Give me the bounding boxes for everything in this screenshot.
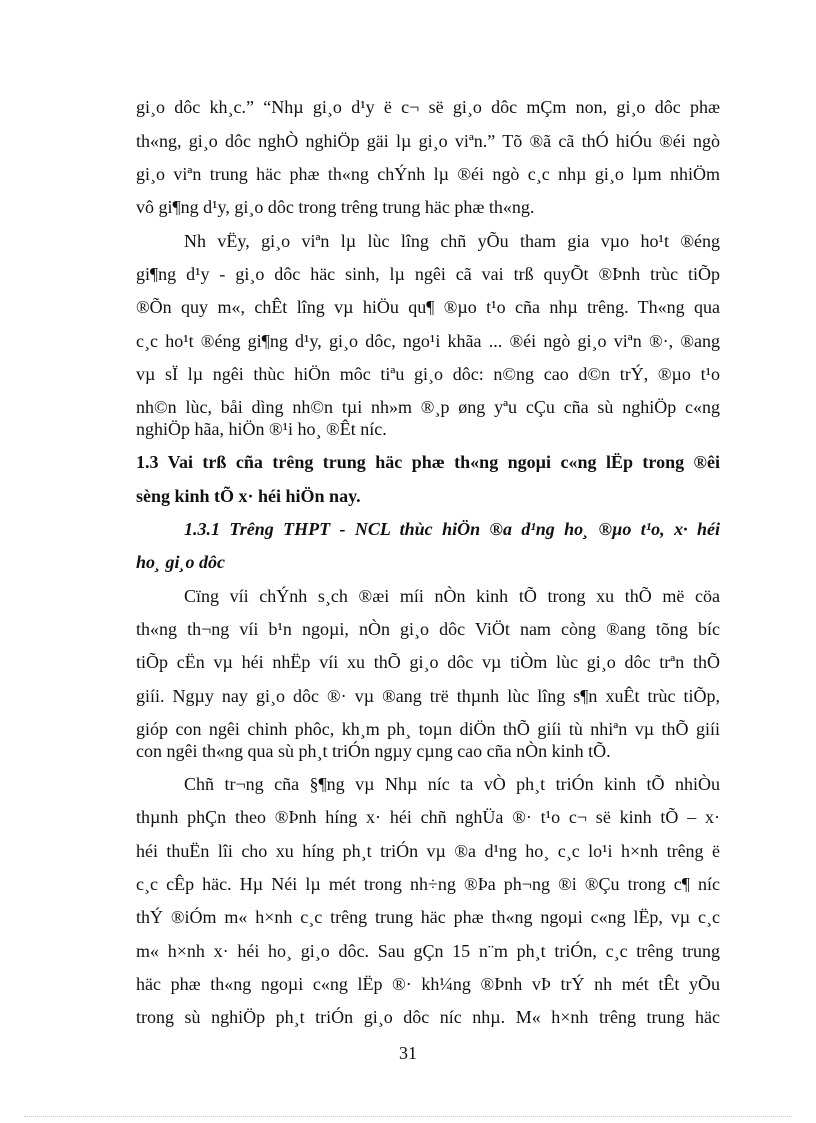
paragraph-line: gi¸o dôc kh¸c.” “Nhµ gi¸o d¹y ë c¬ së gi¸o dôc mÇm non, gi¸o dôc phæ — [136, 97, 720, 117]
paragraph-line: c¸c cÊp häc. Hµ Néi lµ mét trong nh÷ng ®Þa ph¬ng ®i ®Çu trong c¶ níc — [136, 874, 720, 894]
paragraph-line: Nh vËy, gi¸o viªn lµ lùc lîng chñ yÕu tham gia vµo ho¹t ®éng — [184, 231, 720, 251]
paragraph-line: vµ sÏ lµ ngêi thùc hiÖn môc tiªu gi¸o dôc: n©ng cao d©n trÝ, ®µo t¹o — [136, 364, 720, 384]
paragraph-line: nh©n lùc, båi dìng nh©n tµi nh»m ®¸p øng yªu cÇu cña sù nghiÖp c«ng — [136, 397, 720, 417]
subsection-heading: 1.3.1 Trêng THPT - NCL thùc hiÖn ®a d¹ng ho¸ ®µo t¹o, x· héi — [184, 519, 720, 539]
paragraph-line: Cïng víi chÝnh s¸ch ®æi míi nÒn kinh tÕ trong xu thÕ më cöa — [184, 586, 720, 606]
paragraph-line: tiÕp cËn vµ héi nhËp víi xu thÕ gi¸o dôc vµ tiÒm lùc gi¸o dôc trªn thÕ — [136, 652, 720, 672]
paragraph-line: vô gi¶ng d¹y, gi¸o dôc trong trêng trung häc phæ th«ng. — [136, 197, 535, 217]
paragraph-line: giíi. Ngµy nay gi¸o dôc ®· vµ ®ang trë thµnh lùc lîng s¶n xuÊt trùc tiÕp, — [136, 686, 720, 706]
paragraph-line: trong sù nghiÖp ph¸t triÓn gi¸o dôc níc nhµ. M« h×nh trêng trung häc — [136, 1007, 720, 1027]
paragraph-line: con ngêi th«ng qua sù ph¸t triÓn ngµy cµng cao cña nÒn kinh tÕ. — [136, 741, 611, 761]
section-heading: sèng kinh tÕ x· héi hiÖn nay. — [136, 486, 361, 506]
paragraph-line: c¸c ho¹t ®éng gi¶ng d¹y, gi¸o dôc, ngo¹i khãa ... ®éi ngò gi¸o viªn ®·, ®ang — [136, 331, 720, 351]
subsection-heading: ho¸ gi¸o dôc — [136, 552, 225, 572]
paragraph-line: thµnh phÇn theo ®Þnh híng x· héi chñ nghÜa ®· t¹o c¬ së kinh tÕ – x· — [136, 807, 720, 827]
paragraph-line: thÝ ®iÓm m« h×nh c¸c trêng trung häc phæ th«ng ngoµi c«ng lËp, vµ c¸c — [136, 907, 720, 927]
paragraph-line: th«ng, gi¸o dôc nghÒ nghiÖp gäi lµ gi¸o viªn.” Tõ ®ã cã thÓ hiÓu ®éi ngò — [136, 131, 720, 151]
paragraph-line: m« h×nh x· héi ho¸ gi¸o dôc. Sau gÇn 15 n¨m ph¸t triÓn, c¸c trêng trung — [136, 941, 720, 961]
page-number: 31 — [399, 1043, 417, 1063]
paragraph-line: ®Õn quy m«, chÊt lîng vµ hiÖu qu¶ ®µo t¹o cña nhµ trêng. Th«ng qua — [136, 297, 720, 317]
paragraph-line: nghiÖp hãa, hiÖn ®¹i ho¸ ®Êt níc. — [136, 419, 387, 439]
paragraph-line: gi¸o viªn trung häc phæ th«ng chÝnh lµ ®éi ngò c¸c nhµ gi¸o lµm nhiÖm — [136, 164, 720, 184]
page-bottom-divider — [24, 1116, 792, 1117]
paragraph-line: Chñ tr¬ng cña §¶ng vµ Nhµ níc ta vÒ ph¸t triÓn kinh tÕ nhiÒu — [184, 774, 720, 794]
paragraph-line: häc phæ th«ng ngoµi c«ng lËp ®· kh¼ng ®Þnh vÞ trÝ nh mét tÊt yÕu — [136, 974, 720, 994]
section-heading: 1.3 Vai trß cña trêng trung häc phæ th«ng ngoµi c«ng lËp trong ®êi — [136, 452, 720, 472]
paragraph-line: th«ng th¬ng víi b¹n ngoµi, nÒn gi¸o dôc ViÖt nam còng ®ang tõng bíc — [136, 619, 720, 639]
paragraph-line: héi thuËn lîi cho xu híng ph¸t triÓn vµ ®a d¹ng ho¸ c¸c lo¹i h×nh trêng ë — [136, 841, 720, 861]
paragraph-line: gióp con ngêi chinh phôc, kh¸m ph¸ toµn diÖn thÕ giíi tù nhiªn vµ thÕ giíi — [136, 719, 720, 739]
paragraph-line: gi¶ng d¹y - gi¸o dôc häc sinh, lµ ngêi cã vai trß quyÕt ®Þnh trùc tiÕp — [136, 264, 720, 284]
